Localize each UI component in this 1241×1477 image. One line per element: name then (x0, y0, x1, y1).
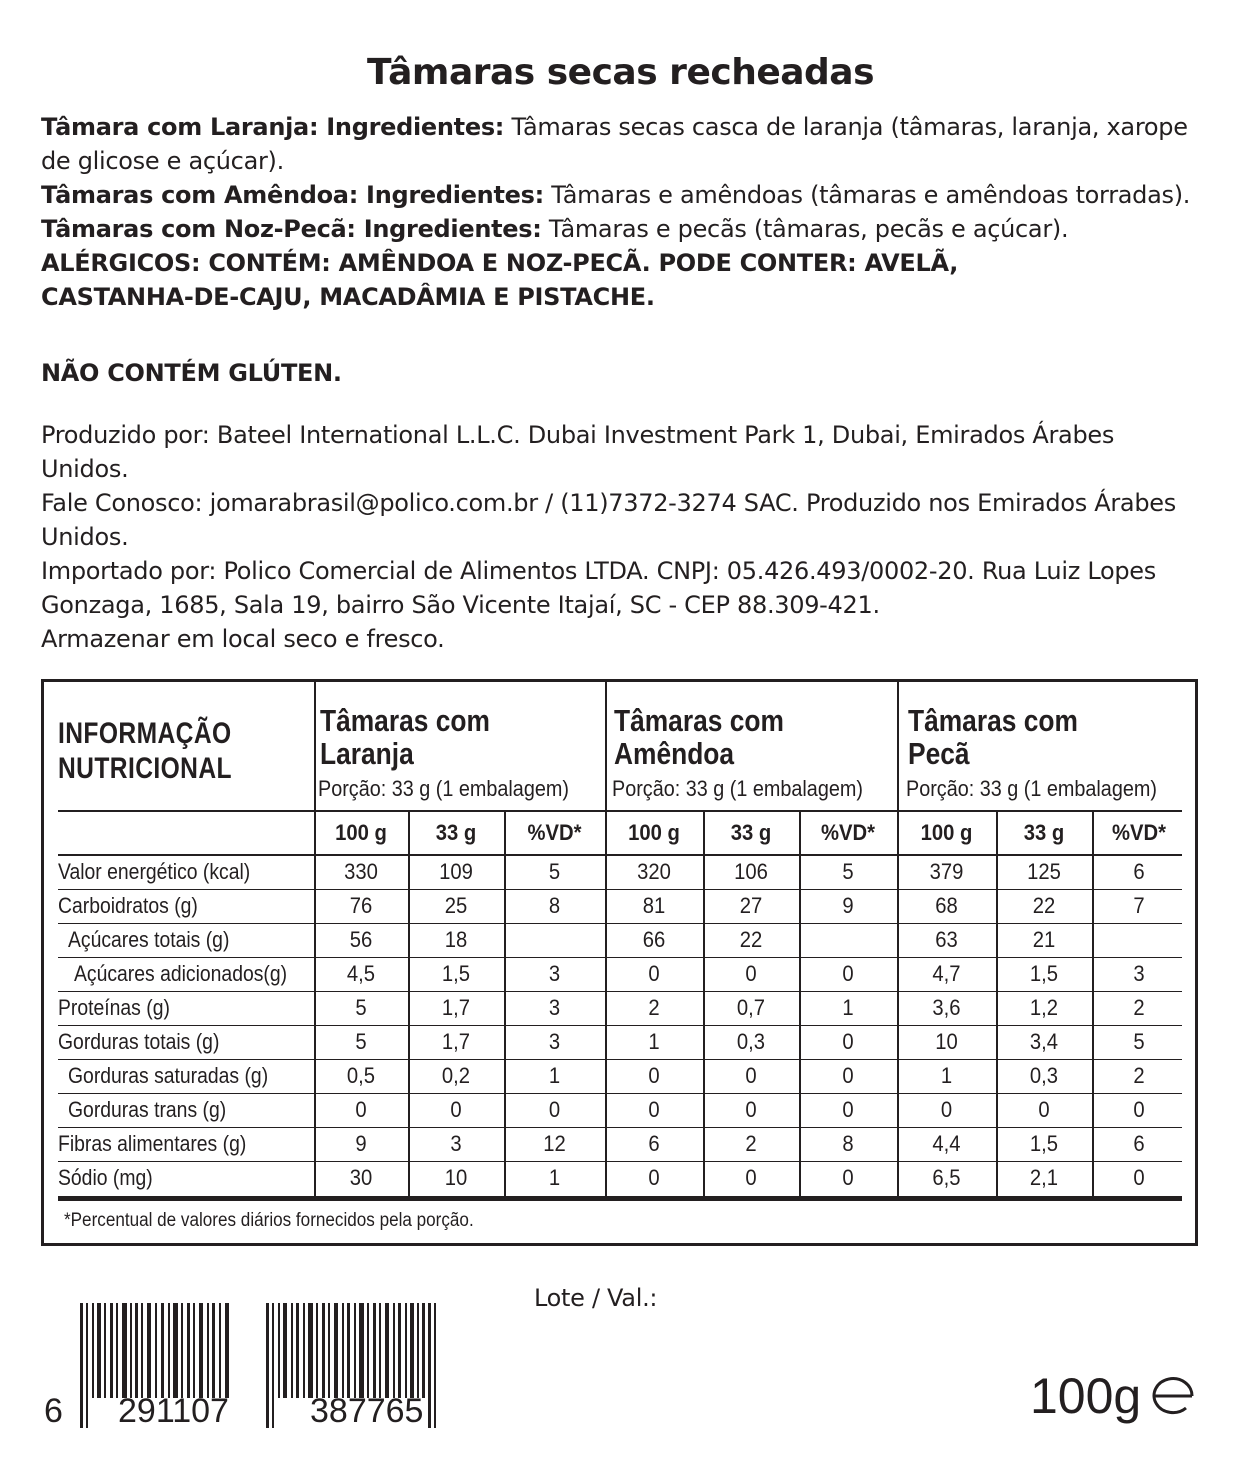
nutrient-value: 5 (355, 1029, 367, 1054)
nutrient-label: Gorduras totais (g) (58, 1029, 220, 1054)
nutrient-value: 0 (1133, 1097, 1145, 1122)
contact-info: Fale Conosco: jomarabrasil@polico.com.br / (11)7372-3274 SAC. Produzido nos Emirados Árabes Unidos. (41, 489, 1176, 551)
barcode-bar (92, 1303, 94, 1398)
nutrient-value (508, 925, 601, 955)
nutrient-value: 66 (642, 927, 666, 952)
allergens-line-2: CASTANHA-DE-CAJU, MACADÂMIA E PISTACHE. (41, 283, 655, 311)
ingredient-text: Tâmaras e pecãs (tâmaras, pecãs e açúcar). (541, 215, 1069, 243)
nutrient-value: 0 (842, 961, 854, 986)
nutrient-value: 8 (842, 1131, 854, 1156)
nutrient-value: 63 (935, 927, 958, 952)
column-header: 33 g (1023, 820, 1065, 845)
barcode-bar (187, 1303, 190, 1398)
nutrient-value: 1 (940, 1063, 953, 1088)
ingredients-block (41, 110, 1211, 314)
ingredient-amendoa (41, 178, 1211, 212)
nutrient-value: 10 (444, 1165, 468, 1190)
product-name-peca (908, 704, 1078, 770)
nutrient-value: 1 (842, 995, 854, 1020)
barcode-bar (308, 1303, 313, 1398)
nutrient-value: 3,6 (932, 995, 961, 1020)
barcode-bar (147, 1303, 151, 1398)
column-divider (504, 810, 506, 1196)
nutrient-value: 0 (1038, 1097, 1050, 1122)
nutrient-value: 6,5 (932, 1165, 961, 1190)
barcode-bar (316, 1303, 318, 1398)
nutrient-value: 0 (745, 1165, 757, 1190)
row-divider (58, 1059, 1182, 1060)
barcode-bar (168, 1303, 170, 1398)
nutrient-value: 1 (548, 1165, 561, 1190)
portion-laranja: Porção: 33 g (1 embalagem) (318, 776, 569, 801)
nutrient-value: 10 (935, 1029, 958, 1054)
nutrition-footnote: *Percentual de valores diários fornecidos pela porção. (64, 1210, 474, 1231)
nutrient-value: 3 (1133, 961, 1145, 986)
nutrition-heading-line-1: INFORMAÇÃO (58, 717, 232, 750)
nutrient-value: 2 (745, 1131, 757, 1156)
product-name-line: Laranja (320, 736, 414, 771)
product-name-line: Tâmaras com (320, 703, 490, 738)
barcode-bar (410, 1303, 414, 1398)
nutrient-value: 0,2 (441, 1063, 471, 1088)
nutrient-value: 0 (450, 1097, 462, 1122)
product-name-amendoa (614, 704, 784, 770)
column-header: 100 g (628, 820, 680, 845)
barcode-bar (422, 1303, 425, 1398)
barcode-bar (291, 1303, 293, 1398)
nutrient-value: 9 (355, 1131, 367, 1156)
product-title: Tâmaras secas recheadas (366, 52, 875, 93)
column-divider (605, 682, 607, 1196)
barcode-bar (417, 1303, 419, 1398)
allergens-line-1: ALÉRGICOS: CONTÉM: AMÊNDOA E NOZ-PECÃ. PODE CONTER: AVELÃ, (41, 249, 959, 277)
ingredient-laranja (41, 110, 1211, 178)
nutrient-value: 3 (548, 1029, 561, 1054)
barcode-bar (266, 1303, 269, 1428)
column-header: 33 g (435, 820, 477, 845)
nutrient-label: Sódio (mg) (58, 1165, 153, 1190)
row-divider (58, 1127, 1182, 1128)
barcode-bar (86, 1303, 88, 1428)
nutrition-facts-table (41, 679, 1198, 1246)
barcode-bar (161, 1303, 164, 1398)
nutrient-value: 0 (1133, 1165, 1145, 1190)
ingredient-text: Tâmaras e amêndoas (tâmaras e amêndoas torradas). (543, 181, 1191, 209)
product-name-line: Tâmaras com (908, 703, 1078, 738)
nutrient-value: 6 (1133, 859, 1145, 884)
table-bottom-rule (58, 1196, 1182, 1201)
nutrient-value: 1 (548, 1063, 561, 1088)
row-divider (58, 991, 1182, 992)
barcode-bar (405, 1303, 407, 1398)
nutrient-value: 6 (648, 1131, 660, 1156)
nutrient-value: 1,5 (441, 961, 471, 986)
nutrient-value: 2,1 (1029, 1165, 1059, 1190)
nutrient-label: Açúcares totais (g) (68, 927, 230, 952)
producer-info (41, 418, 1201, 656)
barcode-bar (434, 1303, 436, 1428)
barcode-bar (104, 1303, 106, 1398)
column-header: 33 g (730, 820, 772, 845)
nutrient-value: 125 (1027, 859, 1061, 884)
nutrient-value: 3 (548, 995, 561, 1020)
nutrient-value: 1,7 (441, 995, 471, 1020)
nutrient-value: 0 (745, 1063, 757, 1088)
nutrient-value: 0 (745, 961, 757, 986)
nutrient-value: 22 (1032, 893, 1056, 918)
product-name-line: Amêndoa (614, 736, 735, 771)
row-divider (58, 1161, 1182, 1162)
nutrient-value: 22 (739, 927, 763, 952)
nutrient-value: 1,7 (441, 1029, 471, 1054)
column-divider (703, 810, 705, 1196)
barcode-bar (207, 1303, 209, 1398)
nutrient-value: 1,5 (1029, 1131, 1059, 1156)
storage-instructions: Armazenar em local seco e fresco. (41, 625, 445, 653)
nutrient-value: 30 (349, 1165, 373, 1190)
nutrient-value: 0,7 (736, 995, 766, 1020)
nutrient-value: 21 (1032, 927, 1056, 952)
nutrient-label: Açúcares adicionados(g) (74, 961, 288, 986)
nutrient-value: 25 (444, 893, 468, 918)
barcode-bar (283, 1303, 287, 1398)
nutrient-value: 18 (444, 927, 468, 952)
barcode-bar (367, 1303, 369, 1398)
portion-peca: Porção: 33 g (1 embalagem) (906, 776, 1157, 801)
barcode-bar (122, 1303, 127, 1398)
column-divider (799, 810, 801, 1196)
imported-by: Importado por: Polico Comercial de Alimentos LTDA. CNPJ: 05.426.493/0002-20. Rua Luiz Lopes Gonzaga, 1685, Sala 19, bairro São Vicente Itajaí, SC - CEP 88.309-421. (41, 557, 1156, 619)
column-divider (996, 810, 998, 1196)
nutrition-heading-line-2: NUTRICIONAL (58, 752, 232, 785)
nutrient-value: 76 (349, 893, 373, 918)
nutrient-value: 56 (349, 927, 373, 952)
nutrient-value: 3 (548, 961, 561, 986)
barcode-bar (141, 1303, 143, 1398)
portion-amendoa: Porção: 33 g (1 embalagem) (612, 776, 863, 801)
nutrient-value: 0 (648, 1165, 660, 1190)
nutrient-value: 0 (842, 1063, 854, 1088)
barcode-bar (373, 1303, 376, 1398)
column-divider (1092, 810, 1094, 1196)
barcode-bar (322, 1303, 325, 1398)
nutrient-value: 9 (842, 893, 854, 918)
barcode-bar (354, 1303, 356, 1398)
product-name-line: Pecã (908, 736, 970, 771)
row-divider (58, 1025, 1182, 1026)
nutrient-value: 0 (355, 1097, 367, 1122)
ingredient-label: Tâmaras com Noz-Pecã: Ingredientes: (41, 215, 542, 243)
net-weight: 100g (1030, 1368, 1142, 1424)
barcode-bar (80, 1303, 83, 1428)
nutrient-value: 12 (543, 1131, 566, 1156)
column-divider (897, 682, 899, 1196)
nutrient-value (1096, 925, 1182, 955)
nutrient-value: 0 (548, 1097, 561, 1122)
product-name-line: Tâmaras com (614, 703, 784, 738)
barcode-bar (97, 1303, 101, 1398)
nutrient-label: Valor energético (kcal) (58, 859, 251, 884)
barcode-digit-first: 6 (44, 1392, 63, 1430)
barcode-bar (173, 1303, 178, 1398)
barcode-bar (272, 1303, 274, 1428)
lot-expiry-label: Lote / Val.: (534, 1284, 658, 1312)
barcode-bar (334, 1303, 338, 1398)
column-divider (314, 682, 316, 1196)
nutrient-value: 330 (344, 859, 378, 884)
column-header: 100 g (335, 820, 387, 845)
nutrient-value: 5 (1133, 1029, 1145, 1054)
nutrient-value: 3,4 (1029, 1029, 1059, 1054)
barcode-bar (219, 1303, 221, 1398)
nutrient-value: 5 (548, 859, 561, 884)
nutrient-value: 81 (642, 893, 666, 918)
barcode-group-left: 291107 (118, 1392, 229, 1430)
nutrition-heading (58, 716, 232, 786)
ingredient-label: Tâmaras com Amêndoa: Ingredientes: (41, 181, 544, 209)
barcode-bar (135, 1303, 138, 1398)
barcode-bar (342, 1303, 344, 1398)
nutrient-value: 0 (842, 1029, 854, 1054)
nutrient-value: 27 (739, 893, 763, 918)
nutrient-value: 1 (648, 1029, 660, 1054)
barcode-bar (328, 1303, 330, 1398)
nutrient-value: 106 (734, 859, 768, 884)
nutrient-label: Fibras alimentares (g) (58, 1131, 247, 1156)
barcode-bar (393, 1303, 395, 1398)
row-divider (58, 854, 1182, 856)
nutrient-value: 0,5 (346, 1063, 376, 1088)
barcode-bar (155, 1303, 157, 1398)
nutrient-value: 7 (1133, 893, 1145, 918)
barcode-bar (379, 1303, 381, 1398)
barcode-bar (385, 1303, 389, 1398)
nutrient-value: 0 (648, 1063, 660, 1088)
column-header: 100 g (920, 820, 973, 845)
nutrient-value: 1,2 (1029, 995, 1059, 1020)
ingredient-noz-peca (41, 212, 1211, 246)
nutrient-label: Gorduras trans (g) (68, 1097, 227, 1122)
barcode-bar (181, 1303, 183, 1398)
barcode-bar (303, 1303, 305, 1398)
barcode-bar (225, 1303, 229, 1398)
nutrient-value: 4,4 (932, 1131, 961, 1156)
barcode-bar (359, 1303, 364, 1398)
barcode-group-right: 387765 (310, 1392, 424, 1430)
nutrient-value: 3 (450, 1131, 462, 1156)
barcode-bar (347, 1303, 350, 1398)
barcode-bar (296, 1303, 299, 1398)
nutrient-value: 1,5 (1029, 961, 1059, 986)
barcode-bar (398, 1303, 401, 1398)
nutrient-value: 2 (648, 995, 660, 1020)
nutrient-value: 5 (355, 995, 367, 1020)
barcode-bar (130, 1303, 132, 1398)
row-divider (58, 810, 1182, 812)
column-divider (408, 810, 410, 1196)
nutrient-value: 109 (439, 859, 473, 884)
ingredient-label: Tâmara com Laranja: Ingredientes: (41, 113, 505, 141)
nutrient-value: 379 (929, 859, 964, 884)
row-divider (58, 889, 1182, 890)
nutrient-value: 2 (1133, 995, 1145, 1020)
row-divider (58, 1093, 1182, 1094)
barcode-bar (212, 1303, 215, 1398)
nutrient-value: 320 (637, 859, 671, 884)
column-header: %VD* (1112, 820, 1166, 845)
ingredient-text: Tâmaras secas casca de laranja (tâmaras, laranja, xarope de glicose e açúcar). (41, 113, 1188, 175)
nutrient-value: 0,3 (736, 1029, 766, 1054)
nutrient-value: 0 (940, 1097, 953, 1122)
nutrient-value (803, 925, 893, 955)
nutrient-value: 5 (842, 859, 854, 884)
nutrient-value: 6 (1133, 1131, 1145, 1156)
barcode-bar (278, 1303, 280, 1398)
barcode-bar (116, 1303, 118, 1398)
gluten-notice: NÃO CONTÉM GLÚTEN. (41, 359, 342, 387)
nutrient-value: 2 (1133, 1063, 1145, 1088)
estimated-sign-icon (1150, 1376, 1196, 1416)
nutrient-value: 68 (935, 893, 958, 918)
column-header: %VD* (527, 820, 582, 845)
nutrient-label: Proteínas (g) (58, 995, 170, 1020)
column-header: %VD* (821, 820, 875, 845)
product-name-laranja (320, 704, 490, 770)
nutrient-label: Gorduras saturadas (g) (68, 1063, 269, 1088)
nutrient-value: 4,7 (932, 961, 961, 986)
nutrient-value: 0,3 (1029, 1063, 1059, 1088)
row-divider (58, 957, 1182, 958)
nutrient-value: 0 (842, 1097, 854, 1122)
barcode-bar (428, 1303, 431, 1428)
nutrient-value: 4,5 (346, 961, 376, 986)
barcode-bar (199, 1303, 203, 1398)
barcode-bar (110, 1303, 113, 1398)
nutrient-value: 0 (842, 1165, 854, 1190)
nutrient-label: Carboidratos (g) (58, 893, 198, 918)
barcode-bar (193, 1303, 195, 1398)
nutrient-value: 0 (648, 1097, 660, 1122)
nutrient-value: 0 (745, 1097, 757, 1122)
nutrient-value: 8 (548, 893, 561, 918)
row-divider (58, 923, 1182, 924)
produced-by: Produzido por: Bateel International L.L.C. Dubai Investment Park 1, Dubai, Emirados Árabes Unidos. (41, 421, 1115, 483)
nutrient-value: 0 (648, 961, 660, 986)
